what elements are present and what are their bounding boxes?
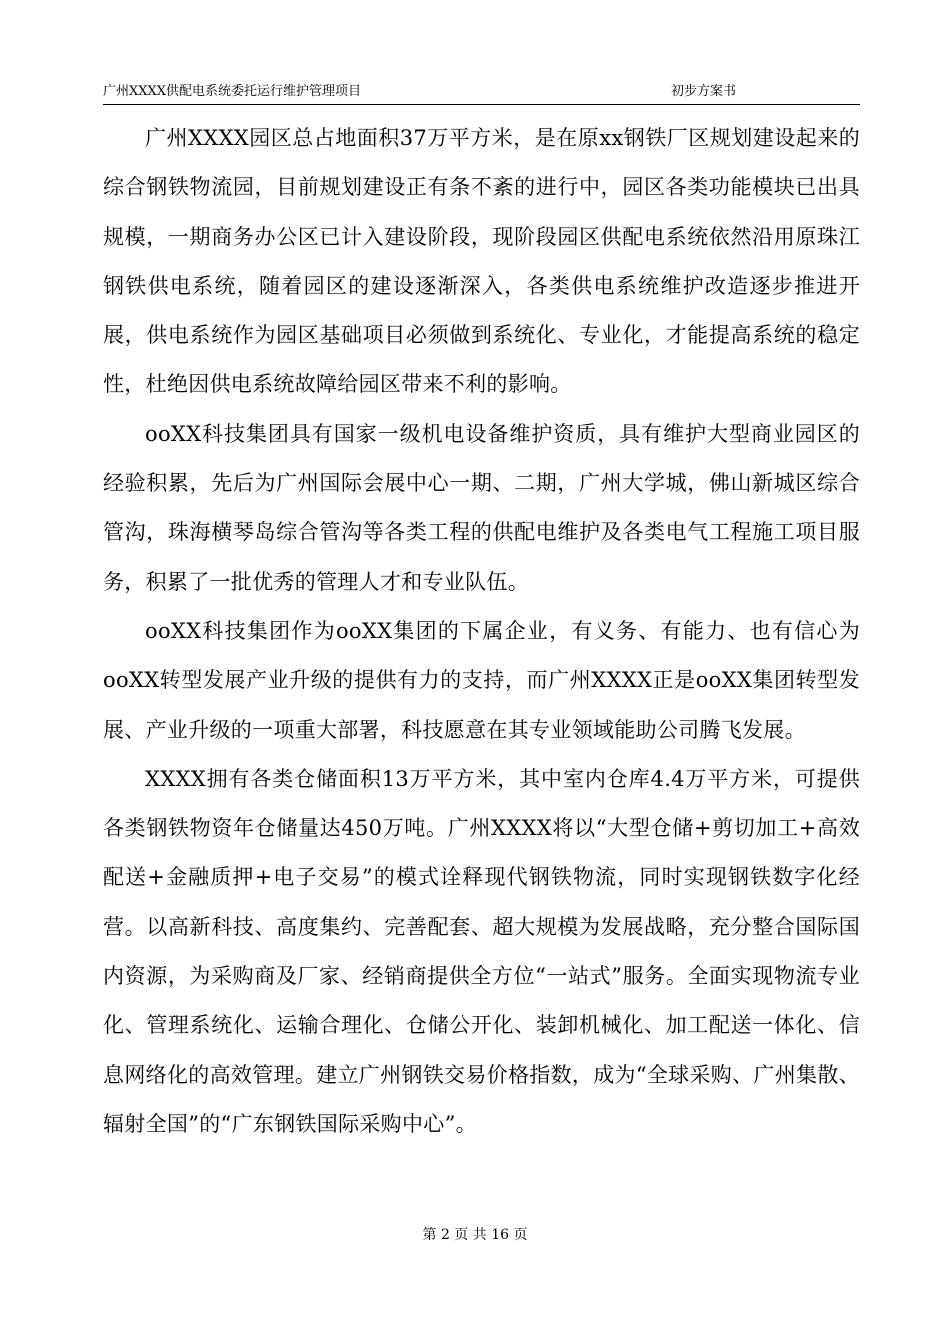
- page-number-footer: 第 2 页 共 16 页: [422, 1227, 528, 1243]
- document-body: [103, 114, 860, 1149]
- page-header: [103, 82, 860, 105]
- paragraph-park-overview: 广州XXXX园区总占地面积37万平方米，是在原xx钢铁厂区规划建设起来的综合钢铁物流园，目前规划建设正有条不紊的进行中，园区各类功能模块已出具规模，一期商务办公区已计入建设阶段，现阶段园区供配电系统依然沿用原珠江钢铁供电系统，随着园区的建设逐渐深入，各类供电系统维护改造逐步推进开展，供电系统作为园区基础项目必须做到系统化、专业化，才能提高系统的稳定性，杜绝因供电系统故障给园区带来不利的影响。: [103, 126, 860, 397]
- header-project-title: 广州XXXX供配电系统委托运行维护管理项目: [103, 84, 362, 99]
- header-document-type: 初步方案书: [671, 84, 737, 99]
- paragraph-group-support: ooXX科技集团作为ooXX集团的下属企业，有义务、有能力、也有信心为ooXX转型发展产业升级的提供有力的支持，而广州XXXX正是ooXX集团转型发展、产业升级的一项重大部署，科技愿意在其专业领域能助公司腾飞发展。: [103, 618, 860, 742]
- paragraph-warehouse-capacity: XXXX拥有各类仓储面积13万平方米，其中室内仓库4.4万平方米，可提供各类钢铁物资年仓储量达450万吨。广州XXXX将以“大型仓储+剪切加工+高效配送+金融质押+电子交易”的模式诠释现代钢铁物流，同时实现钢铁数字化经营。以高新科技、高度集约、完善配套、超大规模为发展战略，充分整合国际国内资源，为采购商及厂家、经销商提供全方位“一站式”服务。全面实现物流专业化、管理系统化、运输合理化、仓储公开化、装卸机械化、加工配送一体化、信息网络化的高效管理。建立广州钢铁交易价格指数，成为“全球采购、广州集散、辐射全国”的“广东钢铁国际采购中心”。: [103, 766, 860, 1136]
- paragraph-company-qualification: ooXX科技集团具有国家一级机电设备维护资质，具有维护大型商业园区的经验积累，先后为广州国际会展中心一期、二期，广州大学城，佛山新城区综合管沟，珠海横琴岛综合管沟等各类工程的供配电维护及各类电气工程施工项目服务，积累了一批优秀的管理人才和专业队伍。: [103, 421, 860, 594]
